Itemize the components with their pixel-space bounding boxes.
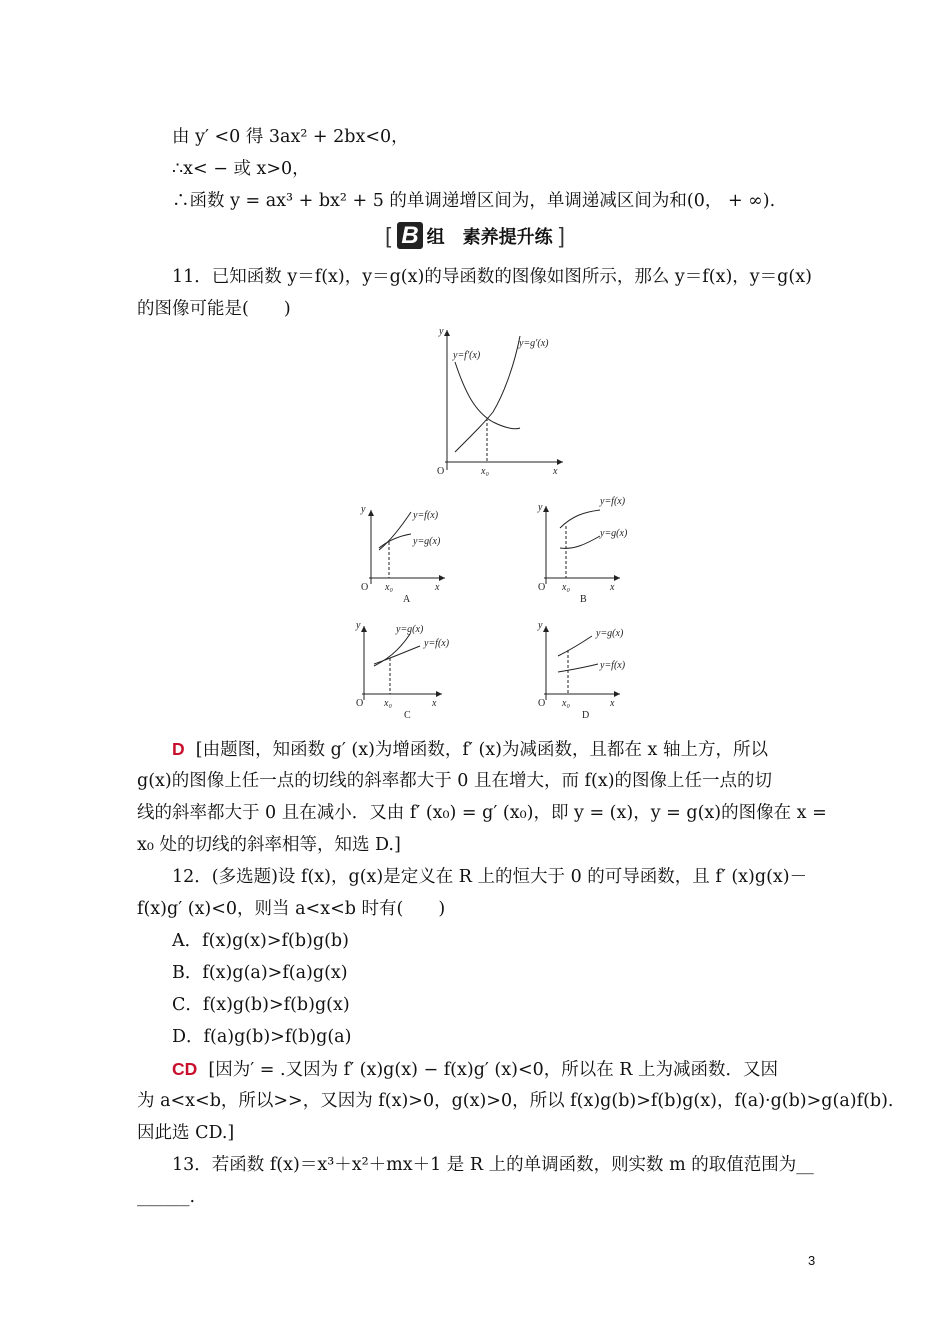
origin-label: O bbox=[437, 466, 445, 477]
option-graph-b bbox=[532, 494, 652, 610]
origin-label: O bbox=[361, 582, 369, 593]
option-graph-c bbox=[350, 616, 470, 726]
option-caption: B bbox=[580, 594, 587, 605]
option-caption: C bbox=[404, 710, 411, 721]
axis-y-label: y bbox=[538, 502, 543, 513]
option-graph-d bbox=[532, 616, 652, 726]
curve-label-top: y=f(x) bbox=[600, 496, 626, 507]
answer-11-line3: 线的斜率都大于 0 且在减小．又由 f′ (x₀) = g′ (x₀)，即 y = (x)，y = g(x)的图像在 x = bbox=[137, 803, 827, 823]
page-number: 3 bbox=[808, 1253, 816, 1268]
origin-label: O bbox=[356, 698, 364, 709]
x0-label: x₀ bbox=[562, 582, 570, 593]
f-prime-label: y=f′(x) bbox=[453, 350, 481, 361]
curve-label-top: y=g(x) bbox=[596, 628, 624, 639]
question-13-line1: 13．若函数 f(x)＝x³＋x²＋mx＋1 是 R 上的单调函数，则实数 m 的取值范围为__ bbox=[172, 1155, 814, 1175]
curve-label-top: y=g(x) bbox=[396, 624, 424, 635]
derivative-graph bbox=[425, 322, 570, 477]
option-caption: A bbox=[403, 594, 411, 605]
answer-12-line1 bbox=[172, 1054, 852, 1085]
answer-11-line1 bbox=[172, 734, 852, 765]
answer-12-line3: 因此选 CD.] bbox=[137, 1123, 235, 1143]
question-12-line2: f(x)g′ (x)<0，则当 a<x<b 时有( ) bbox=[137, 899, 446, 919]
question-11-line1: 11．已知函数 y＝f(x)，y＝g(x)的导函数的图像如图所示，那么 y＝f(x)，y＝g(x) bbox=[172, 267, 812, 287]
axis-y-label: y bbox=[356, 620, 361, 631]
section-header: [ B 组 素养提升练 ] bbox=[385, 222, 565, 249]
option-a: A．f(x)g(x)>f(b)g(b) bbox=[172, 931, 349, 951]
axis-x-label: x bbox=[610, 698, 615, 709]
curve-label-top: y=f(x) bbox=[413, 510, 439, 521]
x0-label: x₀ bbox=[385, 582, 393, 593]
answer-11-line2: g(x)的图像上任一点的切线的斜率都大于 0 且在增大，而 f(x)的图像上任一点的切 bbox=[137, 771, 773, 791]
answer-12-line2: 为 a<x<b，所以>>，又因为 f(x)>0，g(x)>0，所以 f(x)g(b)>f(b)g(x)，f(a)·g(b)>g(a)f(b). bbox=[137, 1091, 894, 1111]
option-d: D．f(a)g(b)>f(b)g(a) bbox=[172, 1027, 352, 1047]
x0-label: x₀ bbox=[481, 466, 489, 477]
origin-label: O bbox=[538, 582, 546, 593]
curve-label-bottom: y=g(x) bbox=[413, 536, 441, 547]
axis-y-label: y bbox=[538, 620, 543, 631]
axis-y-label: y bbox=[361, 504, 366, 515]
section-title: 组 素养提升练 bbox=[426, 227, 553, 247]
answer-11-line4: x₀ 处的切线的斜率相等，知选 D.] bbox=[137, 835, 401, 855]
x0-label: x₀ bbox=[562, 698, 570, 709]
curve-label-bottom: y=g(x) bbox=[600, 528, 628, 539]
axis-x-label: x bbox=[610, 582, 615, 593]
option-c: C．f(x)g(b)>f(b)g(x) bbox=[172, 995, 350, 1015]
question-13-line2: ______. bbox=[137, 1187, 196, 1207]
answer-text: [由题图，知函数 g′ (x)为增函数，f′ (x)为减函数，且都在 x 轴上方，所以 bbox=[195, 740, 768, 760]
origin-label: O bbox=[538, 698, 546, 709]
axis-y-label: y bbox=[439, 326, 444, 337]
text-line: ∴x< − 或 x>0， bbox=[172, 159, 310, 179]
text-line: ∴函数 y = ax³ + bx² + 5 的单调递增区间为，单调递减区间为和(0， + ∞). bbox=[172, 191, 776, 211]
answer-key: CD bbox=[172, 1059, 198, 1079]
axis-x-label: x bbox=[553, 466, 558, 477]
answer-key: D bbox=[172, 739, 185, 759]
curve-label-bottom: y=f(x) bbox=[424, 638, 450, 649]
text-line: 由 y′ <0 得 3ax² + 2bx<0， bbox=[172, 127, 409, 147]
section-letter: B bbox=[397, 222, 422, 249]
axis-x-label: x bbox=[435, 582, 440, 593]
curve-label-bottom: y=f(x) bbox=[600, 660, 626, 671]
answer-text: [因为′ = .又因为 f′ (x)g(x) − f(x)g′ (x)<0，所以在 R 上为减函数．又因 bbox=[208, 1060, 779, 1080]
option-b: B．f(x)g(a)>f(a)g(x) bbox=[172, 963, 348, 983]
x0-label: x₀ bbox=[384, 698, 392, 709]
axis-x-label: x bbox=[432, 698, 437, 709]
question-12-line1: 12．(多选题)设 f(x)，g(x)是定义在 R 上的恒大于 0 的可导函数，且 f′ (x)g(x)－ bbox=[172, 867, 808, 887]
option-graph-a bbox=[355, 500, 465, 610]
g-prime-label: y=g′(x) bbox=[519, 338, 549, 349]
question-11-line2: 的图像可能是( ) bbox=[137, 299, 291, 319]
option-caption: D bbox=[582, 710, 590, 721]
